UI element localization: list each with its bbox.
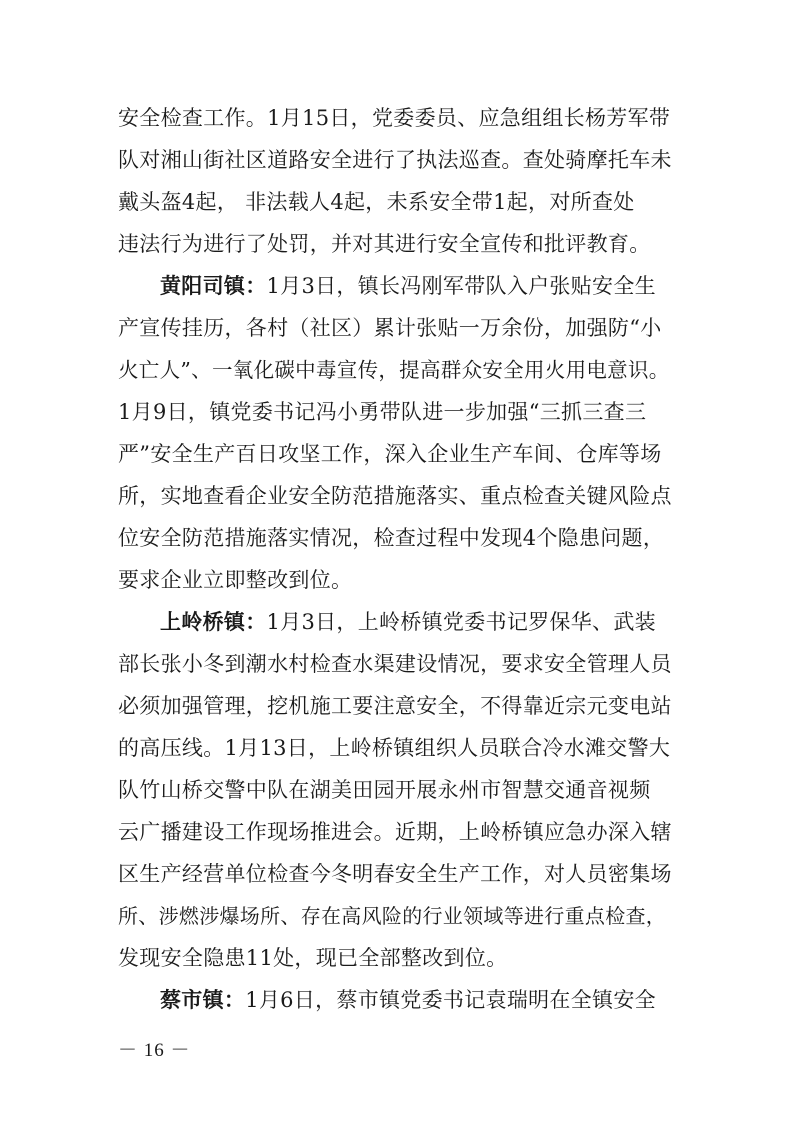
text-line	[118, 686, 678, 726]
line-text: 1月3日，镇长冯刚军带队入户张贴安全生	[266, 274, 656, 298]
line-text: 1月9日，镇党委书记冯小勇带队进一步加强“三抓三查三	[118, 400, 647, 424]
text-line	[118, 434, 678, 474]
line-text: 火亡人”、一氧化碳中毒宣传，提高群众安全用火用电意识。	[118, 358, 670, 382]
paragraph-start	[160, 266, 680, 306]
line-text: 部长张小冬到潮水村检查水渠建设情况，要求安全管理人员	[118, 652, 672, 676]
text-line	[118, 896, 678, 936]
text-line	[118, 476, 678, 516]
page-number: － 16 －	[118, 1040, 191, 1061]
paragraph-start	[160, 602, 680, 642]
line-text: 违法行为进行了处罚，并对其进行安全宣传和批评教育。	[118, 232, 651, 256]
text-line	[118, 308, 678, 348]
line-text: 所、涉燃涉爆场所、存在高风险的行业领域等进行重点检查，	[118, 904, 667, 928]
line-text: 位安全防范措施落实情况，检查过程中发现4个隐患问题，	[118, 526, 665, 550]
line-text: 队竹山桥交警中队在湖美田园开展永州市智慧交通音视频	[118, 778, 651, 802]
line-text: 队对湘山街社区道路安全进行了执法巡查。查处骑摩托车未	[118, 148, 672, 172]
line-text: 1月3日，上岭桥镇党委书记罗保华、武装	[266, 610, 656, 634]
line-text: 必须加强管理，挖机施工要注意安全，不得靠近宗元变电站	[118, 694, 672, 718]
text-line	[118, 728, 678, 768]
text-line	[118, 98, 678, 138]
line-text: 严”安全生产百日攻坚工作，深入企业生产车间、仓库等场	[118, 442, 662, 466]
text-line	[118, 812, 678, 852]
line-text: 产宣传挂历，各村（社区）累计张贴一万余份，加强防“小	[118, 316, 662, 340]
text-line	[118, 518, 678, 558]
text-line	[118, 224, 678, 264]
line-text: 的高压线。1月13日，上岭桥镇组织人员联合冷水滩交警大	[118, 736, 671, 760]
town-heading: 黄阳司镇：	[160, 273, 267, 298]
text-line	[118, 350, 678, 390]
line-text: 区生产经营单位检查今冬明春安全生产工作，对人员密集场	[118, 862, 672, 886]
line-text: 安全检查工作。1月15日，党委委员、应急组组长杨芳军带	[118, 106, 671, 130]
text-line	[118, 560, 678, 600]
text-line	[118, 938, 678, 978]
line-text: 1月6日，蔡市镇党委书记袁瑞明在全镇安全	[245, 988, 656, 1012]
paragraph-start	[160, 980, 680, 1020]
line-text: 要求企业立即整改到位。	[118, 568, 353, 592]
text-line	[118, 140, 678, 180]
line-text: 发现安全隐患11处，现已全部整改到位。	[118, 946, 508, 970]
line-text: 云广播建设工作现场推进会。近期，上岭桥镇应急办深入辖	[118, 820, 672, 844]
text-line	[118, 854, 678, 894]
text-line	[118, 644, 678, 684]
text-line	[118, 392, 678, 432]
line-text: 戴头盔4起， 非法载人4起，未系安全带1起，对所查处	[118, 190, 635, 214]
town-heading: 上岭桥镇：	[160, 609, 267, 634]
text-line	[118, 182, 678, 222]
line-text: 所，实地查看企业安全防范措施落实、重点检查关键风险点	[118, 484, 672, 508]
text-line	[118, 770, 678, 810]
town-heading: 蔡市镇：	[160, 987, 246, 1012]
